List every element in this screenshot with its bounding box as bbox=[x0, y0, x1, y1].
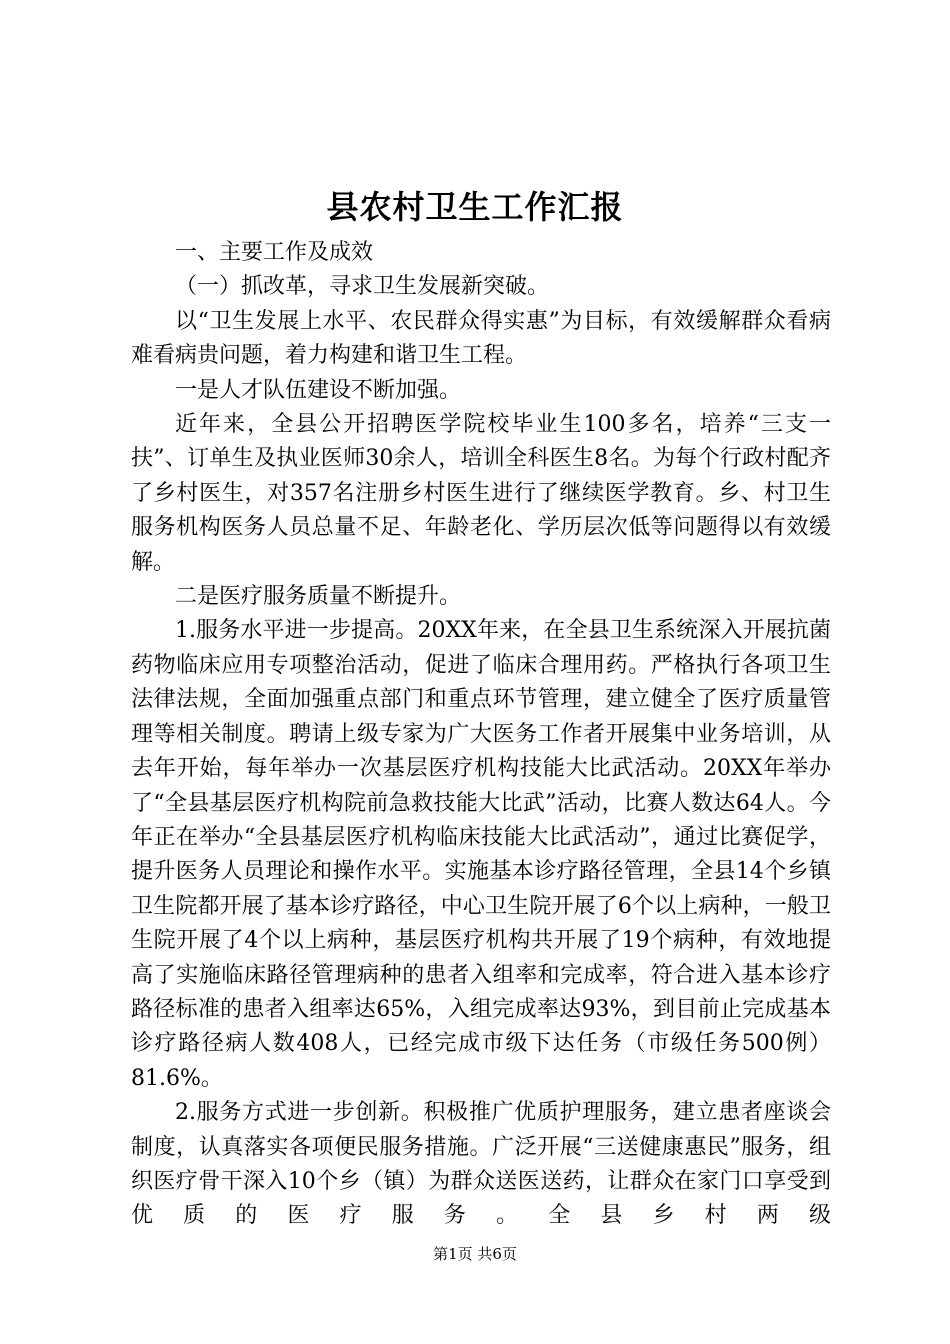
point-heading: 一是人才队伍建设不断加强。 bbox=[175, 377, 462, 403]
point-heading: 二是医疗服务质量不断提升。 bbox=[175, 584, 462, 610]
paragraph: 以“卫生发展上水平、农民群众得实惠”为目标，有效缓解群众看病难看病贵问题，着力构建和谐卫生工程。 bbox=[131, 308, 831, 369]
document-body bbox=[131, 236, 831, 1234]
section-heading: 一、主要工作及成效 bbox=[175, 240, 374, 265]
page-footer: 第1页 共6页 bbox=[433, 1245, 517, 1263]
document-title: 县农村卫生工作汇报 bbox=[326, 188, 624, 226]
paragraph: 近年来，全县公开招聘医学院校毕业生100多名，培养“三支一扶”、订单生及执业医师30余人，培训全科医生8名。为每个行政村配齐了乡村医生，对357名注册乡村医生进行了继续医学教育。乡、村卫生服务机构医务人员总量不足、年龄老化、学历层次低等问题得以有效缓解。 bbox=[131, 412, 831, 575]
paragraph: 2.服务方式进一步创新。积极推广优质护理服务，建立患者座谈会制度，认真落实各项便民服务措施。广泛开展“三送健康惠民”服务，组织医疗骨干深入10个乡（镇）为群众送医送药，让群众在家门口享受到优质的医疗服务。全县乡村两级 bbox=[131, 1100, 831, 1229]
paragraph: 1.服务水平进一步提高。20XX年来，在全县卫生系统深入开展抗菌药物临床应用专项整治活动，促进了临床合理用药。严格执行各项卫生法律法规，全面加强重点部门和重点环节管理，建立健全了医疗质量管理等相关制度。聘请上级专家为广大医务工作者开展集中业务培训，从去年开始，每年举办一次基层医疗机构技能大比武活动。20XX年举办了“全县基层医疗机构院前急救技能大比武”活动，比赛人数达64人。今年正在举办“全县基层医疗机构临床技能大比武活动”，通过比赛促学，提升医务人员理论和操作水平。实施基本诊疗路径管理，全县14个乡镇卫生院都开展了基本诊疗路径，中心卫生院开展了6个以上病种，一般卫生院开展了4个以上病种，基层医疗机构共开展了19个病种，有效地提高了实施临床路径管理病种的患者入组率和完成率，符合进入基本诊疗路径标准的患者入组率达65%，入组完成率达93%，到目前止完成基本诊疗路径病人数408人，已经完成市级下达任务（市级任务500例）81.6%。 bbox=[131, 618, 832, 1091]
subsection-heading: （一）抓改革，寻求卫生发展新突破。 bbox=[175, 274, 550, 300]
